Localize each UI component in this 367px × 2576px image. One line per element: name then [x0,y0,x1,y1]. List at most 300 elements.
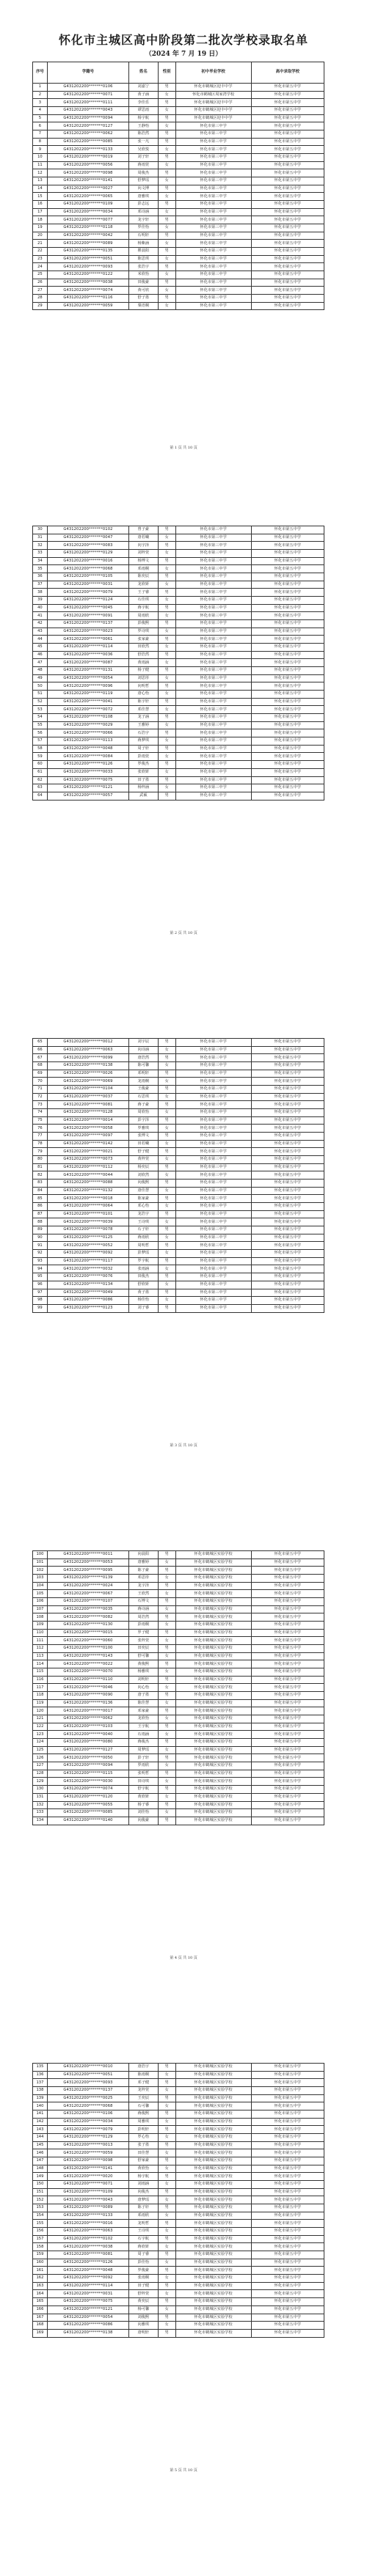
admitted-school-cell: 怀化市第五中学 [251,1218,324,1226]
student-name-cell: 向雅琪 [129,2322,159,2330]
admitted-school-cell: 怀化市第五中学 [251,263,324,271]
middle-school-cell: 怀化市第三中学 [175,737,251,746]
student-name-cell: 向俊豪 [129,1817,159,1825]
admitted-school-cell: 怀化市第五中学 [251,1070,324,1078]
admitted-school-cell: 怀化市第五中学 [251,114,324,122]
student-id-cell: G431202200*******0095 [47,1567,128,1575]
table-row [33,1668,324,1677]
table-row [33,1078,324,1086]
row-index-cell: 48 [33,667,48,675]
student-id-cell: G431202200*******0141 [47,2165,128,2173]
roster-table [32,62,324,310]
student-name-cell: 罗俊豪 [129,2267,159,2275]
table-row [33,1598,324,1606]
admitted-school-cell: 怀化市第五中学 [251,2111,324,2119]
student-name-cell: 王雅婷 [129,721,159,729]
middle-school-cell: 怀化市第三中学 [175,1078,251,1086]
student-id-cell: G431202200*******0123 [47,1304,128,1312]
middle-school-cell: 怀化市第三中学 [175,1218,251,1226]
column-header: 性别 [158,62,175,84]
middle-school-cell: 怀化市鹤城区实验学校 [175,1605,251,1613]
student-gender-cell: 男 [158,1613,175,1622]
student-id-cell: G431202200*******0076 [47,1273,128,1281]
table-row [33,1070,324,1078]
table-row [33,1622,324,1630]
middle-school-cell: 怀化市鹤城区实验学校 [175,1707,251,1715]
student-gender-cell: 女 [158,550,175,558]
table-header-row [33,62,324,84]
student-gender-cell: 男 [158,1817,175,1825]
row-index-cell: 4 [33,107,48,115]
student-name-cell: 张家豪 [129,636,159,644]
row-index-cell: 58 [33,745,48,753]
row-index-cell: 161 [33,2267,48,2275]
table-row [33,761,324,769]
student-name-cell: 邓诗涵 [129,208,159,216]
table-row [33,1652,324,1660]
student-id-cell: G431202200*******0105 [47,573,128,581]
student-name-cell: 杨子健 [129,667,159,675]
student-id-cell: G431202200*******0091 [47,612,128,620]
admitted-school-cell: 怀化市第五中学 [251,2118,324,2126]
student-gender-cell: 男 [158,2173,175,2181]
table-row [33,1133,324,1141]
middle-school-cell: 怀化市第三中学 [175,1203,251,1211]
row-index-cell: 38 [33,589,48,597]
student-name-cell: 陈宇轩 [129,698,159,706]
table-row [33,1203,324,1211]
middle-school-cell: 怀化市鹤城区实验学校 [175,1715,251,1723]
middle-school-cell: 怀化市鹤城区实验学校 [175,2071,251,2079]
middle-school-cell: 怀化市鹤城区实验学校 [175,2094,251,2102]
admitted-school-cell: 怀化市第五中学 [251,1265,324,1273]
row-index-cell: 53 [33,706,48,714]
row-index-cell: 155 [33,2220,48,2228]
table-row [33,1242,324,1250]
student-id-cell: G431202200*******0098 [47,2157,128,2165]
table-row [33,565,324,573]
table-row [33,2275,324,2283]
row-index-cell: 59 [33,753,48,761]
admitted-school-cell: 怀化市第五中学 [251,526,324,534]
student-name-cell: 罗心怡 [129,2134,159,2142]
table-row [33,526,324,534]
student-gender-cell: 女 [158,271,175,279]
admitted-school-cell: 怀化市第五中学 [251,146,324,154]
middle-school-cell: 怀化市第三中学 [175,1125,251,1133]
row-index-cell: 93 [33,1257,48,1265]
row-index-cell: 125 [33,1746,48,1754]
table-row [33,161,324,169]
admitted-school-cell: 怀化市第五中学 [251,1817,324,1825]
student-name-cell: 唐子墨 [129,1692,159,1700]
row-index-cell: 139 [33,2094,48,2102]
admitted-school-cell: 怀化市第五中学 [251,1746,324,1754]
student-gender-cell: 女 [158,2087,175,2095]
middle-school-cell: 怀化市第三中学 [175,573,251,581]
student-name-cell: 舒欣妍 [129,1281,159,1289]
student-name-cell: 黄可欣 [129,287,159,295]
middle-school-cell: 怀化市第三中学 [175,550,251,558]
student-name-cell: 龙明哲 [129,2220,159,2228]
admitted-school-cell: 怀化市第五中学 [251,1148,324,1156]
student-name-cell: 黄欣怡 [129,2165,159,2173]
middle-school-cell: 怀化市鹤城区实验学校 [175,1746,251,1754]
student-gender-cell: 女 [158,1575,175,1583]
admitted-school-cell: 怀化市第五中学 [251,1731,324,1739]
student-id-cell: G431202200*******0033 [47,768,128,776]
admitted-school-cell: 怀化市第五中学 [251,2259,324,2267]
middle-school-cell: 怀化市鹤城区实验学校 [175,1551,251,1559]
student-id-cell: G431202200*******0074 [47,287,128,295]
admitted-school-cell: 怀化市第五中学 [251,2149,324,2157]
student-gender-cell: 男 [158,99,175,107]
row-index-cell: 150 [33,2181,48,2189]
student-id-cell: G431202200*******0121 [47,784,128,792]
student-name-cell: 彭雨桐 [129,1622,159,1630]
row-index-cell: 147 [33,2157,48,2165]
middle-school-cell: 怀化市鹤城区实验学校 [175,1637,251,1645]
student-name-cell: 黄子涵 [129,91,159,99]
row-index-cell: 57 [33,737,48,746]
table-row [33,1210,324,1218]
row-index-cell: 138 [33,2087,48,2095]
middle-school-cell: 怀化市第三中学 [175,1234,251,1242]
student-gender-cell: 男 [158,604,175,612]
student-name-cell: 陈浩然 [129,130,159,139]
student-name-cell: 邓子健 [129,2079,159,2087]
table-row [33,628,324,636]
student-name-cell: 罗子健 [129,1629,159,1637]
middle-school-cell: 怀化市第三中学 [175,691,251,699]
row-index-cell: 71 [33,1086,48,1094]
table-row [33,1039,324,1047]
row-index-cell: 82 [33,1171,48,1180]
admitted-school-cell: 怀化市第五中学 [251,1637,324,1645]
table-row [33,1731,324,1739]
table-row [33,2181,324,2189]
middle-school-cell: 怀化市第三中学 [175,122,251,130]
middle-school-cell: 怀化市第三中学 [175,1101,251,1109]
student-name-cell: 彭梦瑶 [129,1250,159,1258]
student-name-cell: 舒宇航 [129,1786,159,1794]
student-name-cell: 向俊熙 [129,1180,159,1188]
student-id-cell: G431202200*******0089 [47,240,128,248]
admitted-school-cell: 怀化市第五中学 [251,1739,324,1747]
admitted-school-cell: 怀化市第五中学 [251,248,324,256]
student-gender-cell: 男 [158,2235,175,2243]
student-gender-cell: 女 [158,1809,175,1817]
middle-school-cell: 怀化市鹤城区迎丰中学 [175,107,251,115]
row-index-cell: 3 [33,99,48,107]
table-row [33,2102,324,2111]
student-name-cell: 曾子豪 [129,526,159,534]
student-gender-cell: 女 [158,628,175,636]
middle-school-cell: 怀化市第三中学 [175,620,251,628]
student-gender-cell: 女 [158,691,175,699]
admitted-school-cell: 怀化市第五中学 [251,1156,324,1164]
student-name-cell: 黄欣妍 [129,1793,159,1801]
middle-school-cell: 怀化市鹤城区实验学校 [175,2118,251,2126]
table-row [33,1148,324,1156]
student-name-cell: 唐若曦 [129,534,159,542]
student-name-cell: 唐浩然 [129,1054,159,1062]
admitted-school-cell: 怀化市第五中学 [251,2275,324,2283]
row-index-cell: 122 [33,1723,48,1731]
student-gender-cell: 男 [158,792,175,800]
middle-school-cell: 怀化市第三中学 [175,208,251,216]
middle-school-cell: 怀化市鹤城区实验学校 [175,2087,251,2095]
student-id-cell: G431202200*******0045 [47,604,128,612]
student-gender-cell: 女 [158,1250,175,1258]
middle-school-cell: 怀化市鹤城区实验学校 [175,2267,251,2275]
row-index-cell: 14 [33,185,48,193]
student-gender-cell: 男 [158,1070,175,1078]
row-index-cell: 5 [33,114,48,122]
student-gender-cell: 女 [158,1297,175,1305]
middle-school-cell: 怀化市第三中学 [175,589,251,597]
table-row [33,1723,324,1731]
student-id-cell: G431202200*******0081 [47,2251,128,2259]
student-id-cell: G431202200*******0036 [47,651,128,659]
middle-school-cell: 怀化市鹤城区实验学校 [175,1660,251,1668]
row-index-cell: 153 [33,2204,48,2212]
admitted-school-cell: 怀化市第五中学 [251,201,324,209]
student-name-cell: 邓雨桐 [129,565,159,573]
admitted-school-cell: 怀化市第五中学 [251,161,324,169]
middle-school-cell: 怀化市鹤城区实验学校 [175,2314,251,2322]
middle-school-cell: 怀化市第三中学 [175,1180,251,1188]
admitted-school-cell: 怀化市第五中学 [251,84,324,92]
table-row [33,1645,324,1653]
student-name-cell: 石宇航 [129,2235,159,2243]
row-index-cell: 52 [33,698,48,706]
row-index-cell: 148 [33,2165,48,2173]
row-index-cell: 85 [33,1195,48,1203]
student-gender-cell: 男 [158,138,175,146]
student-name-cell: 陈家豪 [129,1195,159,1203]
student-gender-cell: 男 [158,651,175,659]
row-index-cell: 145 [33,2141,48,2149]
admitted-school-cell: 怀化市第五中学 [251,2305,324,2314]
table-row [33,776,324,784]
student-name-cell: 刘俊熙 [129,2314,159,2322]
middle-school-cell: 怀化市鹤城区迎丰中学 [175,99,251,107]
middle-school-cell: 怀化市鹤城区实验学校 [175,2196,251,2204]
middle-school-cell: 怀化市鹤城区实验学校 [175,2188,251,2196]
table-row [33,542,324,550]
row-index-cell: 165 [33,2298,48,2306]
table-row [33,1660,324,1668]
row-index-cell: 109 [33,1622,48,1630]
student-gender-cell: 女 [158,753,175,761]
row-index-cell: 113 [33,1652,48,1660]
student-name-cell: 杨雅琪 [129,1668,159,1677]
student-gender-cell: 男 [158,1567,175,1575]
admitted-school-cell: 怀化市第五中学 [251,581,324,589]
table-row [33,768,324,776]
row-index-cell: 77 [33,1133,48,1141]
student-id-cell: G431202200*******0054 [47,674,128,682]
student-gender-cell: 女 [158,1684,175,1692]
student-id-cell: G431202200*******0127 [47,122,128,130]
middle-school-cell: 怀化市第三中学 [175,1281,251,1289]
middle-school-cell: 怀化市第三中学 [175,154,251,162]
student-id-cell: G431202200*******0114 [47,644,128,652]
admitted-school-cell: 怀化市第五中学 [251,2329,324,2337]
middle-school-cell: 怀化市鹤城区实验学校 [175,1622,251,1630]
student-id-cell: G431202200*******0055 [47,1801,128,1809]
table-row [33,1754,324,1762]
student-gender-cell: 男 [158,620,175,628]
admitted-school-cell: 怀化市第五中学 [251,706,324,714]
middle-school-cell: 怀化市鹤城区实验学校 [175,1629,251,1637]
middle-school-cell: 怀化市第三中学 [175,302,251,310]
table-row [33,2149,324,2157]
student-gender-cell: 男 [158,2126,175,2134]
admitted-school-cell: 怀化市第五中学 [251,2087,324,2095]
table-row [33,2212,324,2220]
middle-school-cell: 怀化市鹤城区实验学校 [175,2212,251,2220]
student-name-cell: 邓家豪 [129,1707,159,1715]
admitted-school-cell: 怀化市第五中学 [251,2157,324,2165]
admitted-school-cell: 怀化市第五中学 [251,1046,324,1054]
row-index-cell: 124 [33,1739,48,1747]
student-gender-cell: 女 [158,208,175,216]
admitted-school-cell: 怀化市第五中学 [251,302,324,310]
student-name-cell: 刘子睿 [129,1304,159,1312]
student-id-cell: G431202200*******0141 [47,177,128,185]
student-id-cell: G431202200*******0104 [47,1086,128,1094]
table-row [33,232,324,240]
row-index-cell: 123 [33,1731,48,1739]
middle-school-cell: 怀化市第三中学 [175,177,251,185]
student-id-cell: G431202200*******0094 [47,114,128,122]
middle-school-cell: 怀化市鹤城区实验学校 [175,1668,251,1677]
student-name-cell: 杨宇航 [129,114,159,122]
student-name-cell: 陈佳慧 [129,1699,159,1707]
row-index-cell: 66 [33,1046,48,1054]
row-index-cell: 114 [33,1660,48,1668]
table-row [33,2282,324,2290]
student-id-cell: G431202200*******0047 [47,534,128,542]
table-row [33,2196,324,2204]
student-id-cell: G431202200*******0014 [47,1116,128,1125]
table-row [33,1629,324,1637]
table-row [33,201,324,209]
table-row [33,2251,324,2259]
column-header: 学籍号 [47,62,128,84]
table-row [33,691,324,699]
table-row [33,1801,324,1809]
middle-school-cell: 怀化市鹤城区实验学校 [175,1575,251,1583]
admitted-school-cell: 怀化市第五中学 [251,1210,324,1218]
row-index-cell: 6 [33,122,48,130]
middle-school-cell: 怀化市鹤城区实验学校 [175,1590,251,1598]
student-gender-cell: 女 [158,240,175,248]
row-index-cell: 132 [33,1801,48,1809]
admitted-school-cell: 怀化市第五中学 [251,2094,324,2102]
student-id-cell: G431202200*******0086 [47,1297,128,1305]
admitted-school-cell: 怀化市第五中学 [251,698,324,706]
student-gender-cell: 女 [158,1078,175,1086]
student-name-cell: 周雨欣 [129,612,159,620]
middle-school-cell: 怀化市第三中学 [175,1163,251,1171]
row-index-cell: 108 [33,1613,48,1622]
student-id-cell: G431202200*******0015 [47,1629,128,1637]
row-index-cell: 50 [33,682,48,691]
admitted-school-cell: 怀化市第五中学 [251,745,324,753]
student-gender-cell: 男 [158,1723,175,1731]
middle-school-cell: 怀化市第三中学 [175,271,251,279]
student-gender-cell: 男 [158,1101,175,1109]
student-id-cell: G431202200*******0024 [47,1582,128,1590]
student-gender-cell: 女 [158,644,175,652]
middle-school-cell: 怀化市第三中学 [175,721,251,729]
student-id-cell: G431202200*******0131 [47,667,128,675]
middle-school-cell: 怀化市鹤城区实验学校 [175,1598,251,1606]
student-id-cell: G431202200*******0127 [47,1746,128,1754]
student-id-cell: G431202200*******0060 [47,1637,128,1645]
middle-school-cell: 怀化市第三中学 [175,1195,251,1203]
row-index-cell: 68 [33,1062,48,1070]
admitted-school-cell: 怀化市第五中学 [251,1180,324,1188]
row-index-cell: 92 [33,1250,48,1258]
student-id-cell: G431202200*******0087 [47,659,128,667]
student-id-cell: G431202200*******0053 [47,1559,128,1567]
student-gender-cell: 男 [158,698,175,706]
table-row [33,287,324,295]
middle-school-cell: 怀化市鹤城区迎丰中学 [175,114,251,122]
student-id-cell: G431202200*******0136 [47,1699,128,1707]
student-name-cell: 石佳琪 [129,597,159,605]
row-index-cell: 112 [33,1645,48,1653]
student-gender-cell: 男 [158,130,175,139]
middle-school-cell: 怀化市第三中学 [175,240,251,248]
student-id-cell: G431202200*******0078 [47,1226,128,1234]
student-name-cell: 杨紫涵 [129,240,159,248]
student-name-cell: 田奕辰 [129,1645,159,1653]
student-gender-cell: 女 [158,2102,175,2111]
student-name-cell: 刘雨涵 [129,2181,159,2189]
middle-school-cell: 怀化市第三中学 [175,138,251,146]
middle-school-cell: 怀化市鹤城区实验学校 [175,2181,251,2189]
table-row [33,216,324,224]
admitted-school-cell: 怀化市第五中学 [251,2071,324,2079]
row-index-cell: 141 [33,2111,48,2119]
roster-page [32,2063,324,2338]
student-id-cell: G431202200*******0080 [47,1739,128,1747]
row-index-cell: 166 [33,2305,48,2314]
student-gender-cell: 男 [158,729,175,737]
student-name-cell: 王宇航 [129,1723,159,1731]
table-row [33,99,324,107]
table-row [33,1234,324,1242]
row-index-cell: 56 [33,729,48,737]
table-row [33,745,324,753]
student-gender-cell: 女 [158,2118,175,2126]
middle-school-cell: 怀化市鹤城区实验学校 [175,1699,251,1707]
student-name-cell: 谭思雨 [129,107,159,115]
table-row [33,1171,324,1180]
student-name-cell: 罗雅琪 [129,1125,159,1133]
student-gender-cell: 女 [158,2259,175,2267]
student-name-cell: 舒浩然 [129,651,159,659]
middle-school-cell: 怀化市第三中学 [175,1148,251,1156]
table-row [33,193,324,201]
table-row [33,636,324,644]
table-row [33,1739,324,1747]
